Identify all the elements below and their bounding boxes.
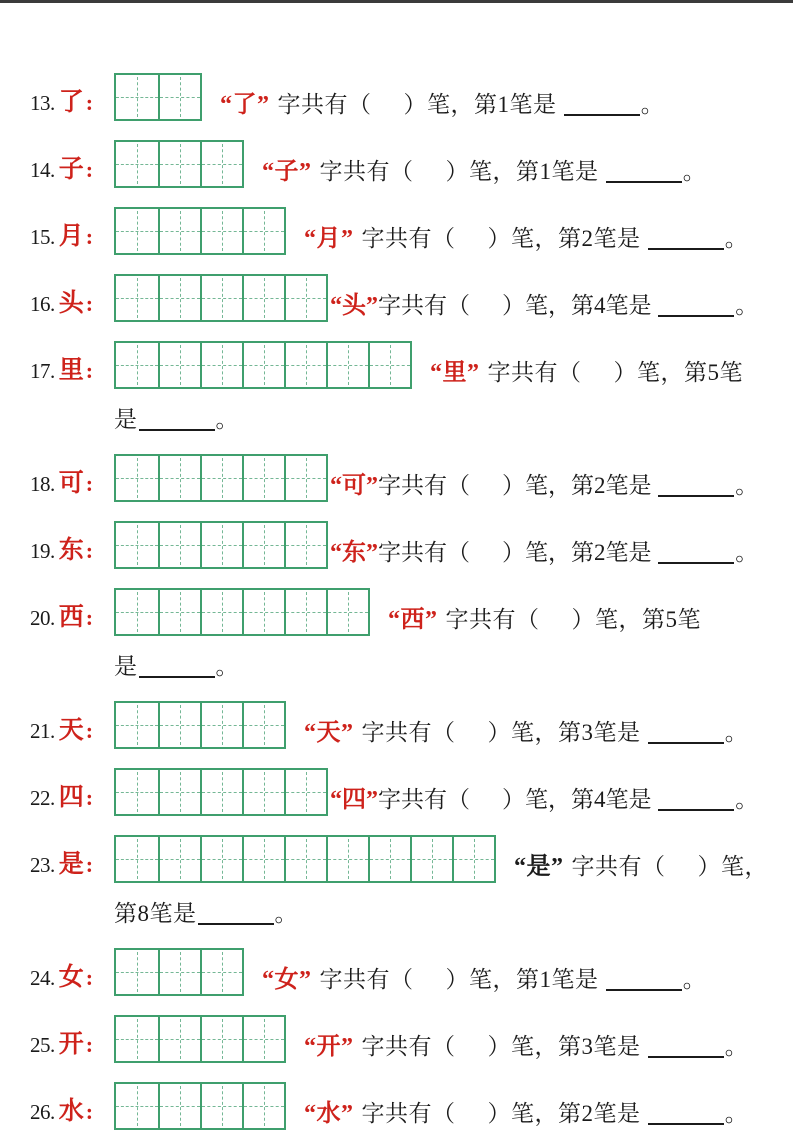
continuation-text: 是 [114, 407, 138, 432]
item-sentence [514, 846, 768, 881]
item-colon: : [85, 1032, 94, 1057]
sentence-period: 。 [682, 159, 707, 184]
grid-cell[interactable] [242, 456, 284, 500]
item-character: 了 [58, 89, 84, 116]
grid-cell[interactable] [242, 703, 284, 747]
grid-cell[interactable] [284, 276, 326, 320]
item-sentence [388, 599, 701, 634]
grid-cell[interactable] [158, 456, 200, 500]
stroke-name-answer-blank[interactable] [606, 989, 682, 991]
worksheet-item [30, 73, 785, 121]
stroke-name-answer-blank[interactable] [658, 495, 734, 497]
quoted-character: “了” [220, 92, 270, 118]
grid-cell[interactable] [158, 590, 200, 634]
item-number: 21. [30, 719, 55, 743]
item-sentence [304, 1093, 748, 1128]
quoted-character: “四” [330, 787, 378, 813]
worksheet-item [30, 948, 785, 996]
grid-cell[interactable] [116, 837, 158, 881]
item-colon: : [85, 785, 94, 810]
item-number: 18. [30, 472, 55, 496]
grid-cell[interactable] [242, 837, 284, 881]
item-number: 19. [30, 539, 55, 563]
quoted-character: “水” [304, 1101, 354, 1127]
grid-cell[interactable] [242, 276, 284, 320]
sentence-period: 。 [640, 92, 665, 117]
item-sentence [262, 959, 706, 994]
stroke-name-answer-blank[interactable] [648, 742, 724, 744]
grid-cell[interactable] [200, 523, 242, 567]
quoted-character: “西” [388, 607, 438, 633]
writing-grid[interactable] [114, 140, 244, 188]
grid-cell[interactable] [200, 209, 242, 253]
writing-grid[interactable] [114, 207, 286, 255]
item-sentence [304, 1026, 748, 1061]
grid-cell[interactable] [158, 75, 200, 119]
worksheet-item [30, 835, 785, 883]
sentence-post-paren: ）笔，第2笔是 [502, 540, 652, 565]
grid-cell[interactable] [158, 276, 200, 320]
sentence-post-paren: ）笔，第3笔是 [487, 1034, 641, 1059]
grid-cell[interactable] [116, 950, 158, 994]
grid-cell[interactable] [368, 343, 410, 387]
grid-cell[interactable] [200, 276, 242, 320]
worksheet-item [30, 454, 785, 502]
stroke-name-answer-blank[interactable] [139, 676, 215, 678]
sentence-period: 。 [724, 720, 749, 745]
grid-cell[interactable] [284, 770, 326, 814]
grid-cell[interactable] [116, 276, 158, 320]
item-colon: : [85, 90, 94, 115]
writing-grid[interactable] [114, 274, 328, 322]
item-colon: : [85, 358, 94, 383]
writing-grid[interactable] [114, 768, 328, 816]
grid-cell[interactable] [326, 837, 368, 881]
item-number: 22. [30, 786, 55, 810]
item-colon: : [85, 605, 94, 630]
item-sentence [330, 779, 758, 814]
writing-grid[interactable] [114, 521, 328, 569]
item-label [30, 710, 114, 746]
grid-cell[interactable] [200, 1084, 242, 1128]
item-colon: : [85, 291, 94, 316]
grid-cell[interactable] [284, 456, 326, 500]
item-label [30, 216, 114, 252]
grid-cell[interactable] [116, 209, 158, 253]
item-label [30, 957, 114, 993]
writing-grid[interactable] [114, 588, 370, 636]
item-sentence [304, 712, 748, 747]
sentence-pre-paren: 字共有（ [361, 1034, 456, 1059]
stroke-name-answer-blank[interactable] [658, 809, 734, 811]
grid-cell[interactable] [410, 837, 452, 881]
item-label [30, 597, 114, 633]
quoted-character: “头” [330, 293, 378, 319]
grid-cell[interactable] [284, 590, 326, 634]
item-colon: : [85, 852, 94, 877]
writing-grid[interactable] [114, 835, 496, 883]
grid-cell[interactable] [200, 343, 242, 387]
item-character: 可 [58, 470, 84, 497]
grid-cell[interactable] [242, 209, 284, 253]
grid-cell[interactable] [116, 456, 158, 500]
quoted-character: “子” [262, 159, 312, 185]
sentence-period: 。 [682, 967, 707, 992]
item-character: 西 [58, 604, 84, 631]
sentence-period: 。 [735, 473, 759, 498]
grid-cell[interactable] [200, 703, 242, 747]
grid-cell[interactable] [326, 590, 368, 634]
sentence-period: 。 [724, 226, 749, 251]
sentence-pre-paren: 字共有（ [319, 967, 414, 992]
stroke-name-answer-blank[interactable] [648, 248, 724, 250]
item-number: 13. [30, 91, 55, 115]
sentence-post-paren: ）笔，第1笔是 [445, 159, 599, 184]
sentence-pre-paren: 字共有（ [361, 226, 456, 251]
item-sentence [262, 151, 706, 186]
grid-cell[interactable] [242, 343, 284, 387]
item-number: 17. [30, 359, 55, 383]
grid-cell[interactable] [158, 770, 200, 814]
item-character: 是 [58, 851, 84, 878]
worksheet-item [30, 521, 785, 569]
sentence-post-paren: ）笔，第1笔是 [403, 92, 557, 117]
worksheet-item [30, 274, 785, 322]
quoted-character: “里” [430, 360, 480, 386]
grid-cell[interactable] [116, 590, 158, 634]
stroke-name-answer-blank[interactable] [564, 114, 640, 116]
item-character: 天 [58, 717, 84, 744]
grid-cell[interactable] [200, 950, 242, 994]
grid-cell[interactable] [158, 1017, 200, 1061]
sentence-pre-paren: 字共有（ [571, 854, 666, 879]
writing-grid[interactable] [114, 948, 244, 996]
item-character: 子 [58, 156, 84, 183]
sentence-period: 。 [735, 540, 759, 565]
worksheet-item [30, 768, 785, 816]
item-colon: : [85, 718, 94, 743]
worksheet-item [30, 588, 785, 636]
grid-cell[interactable] [158, 703, 200, 747]
writing-grid[interactable] [114, 341, 412, 389]
writing-grid[interactable] [114, 454, 328, 502]
item-number: 24. [30, 966, 55, 990]
grid-cell[interactable] [158, 142, 200, 186]
item-label [30, 777, 114, 813]
item-character: 开 [58, 1031, 84, 1058]
stroke-name-answer-blank[interactable] [648, 1123, 724, 1125]
item-character: 水 [58, 1098, 84, 1125]
grid-cell[interactable] [116, 343, 158, 387]
grid-cell[interactable] [242, 590, 284, 634]
item-number: 16. [30, 292, 55, 316]
item-colon: : [85, 965, 94, 990]
item-label [30, 844, 114, 880]
item-sentence [304, 218, 748, 253]
grid-cell[interactable] [116, 703, 158, 747]
stroke-name-answer-blank[interactable] [648, 1056, 724, 1058]
item-character: 月 [58, 223, 84, 250]
sentence-post-paren: ）笔，第5笔 [571, 607, 701, 632]
quoted-character: “可” [330, 473, 378, 499]
grid-cell[interactable] [116, 770, 158, 814]
item-label [30, 463, 114, 499]
sentence-post-paren: ）笔，第4笔是 [502, 293, 652, 318]
sentence-post-paren: ）笔，第2笔是 [487, 1101, 641, 1126]
grid-cell[interactable] [200, 590, 242, 634]
item-colon: : [85, 1099, 94, 1124]
quoted-character: “开” [304, 1034, 354, 1060]
grid-cell[interactable] [326, 343, 368, 387]
sentence-period: 。 [735, 293, 759, 318]
item-number: 23. [30, 853, 55, 877]
item-sentence-continuation [114, 648, 785, 681]
item-label [30, 82, 114, 118]
quoted-character: “东” [330, 540, 378, 566]
grid-cell[interactable] [116, 523, 158, 567]
grid-cell[interactable] [200, 142, 242, 186]
grid-cell[interactable] [284, 837, 326, 881]
item-sentence-continuation [114, 401, 785, 434]
quoted-character: “天” [304, 720, 354, 746]
grid-cell[interactable] [242, 770, 284, 814]
sentence-period: 。 [215, 654, 239, 679]
writing-grid[interactable] [114, 73, 202, 121]
sentence-pre-paren: 字共有（ [378, 293, 470, 318]
worksheet-item [30, 341, 785, 389]
grid-cell[interactable] [158, 209, 200, 253]
grid-cell[interactable] [452, 837, 494, 881]
item-sentence-continuation [114, 895, 785, 928]
stroke-name-answer-blank[interactable] [658, 562, 734, 564]
worksheet-item [30, 1082, 785, 1130]
item-sentence [430, 352, 743, 387]
item-character: 四 [58, 784, 84, 811]
grid-cell[interactable] [200, 837, 242, 881]
item-number: 14. [30, 158, 55, 182]
grid-cell[interactable] [368, 837, 410, 881]
grid-cell[interactable] [284, 343, 326, 387]
stroke-name-answer-blank[interactable] [198, 923, 274, 925]
item-character: 头 [58, 290, 84, 317]
item-sentence [330, 285, 758, 320]
sentence-pre-paren: 字共有（ [277, 92, 372, 117]
sentence-pre-paren: 字共有（ [378, 540, 470, 565]
worksheet-item [30, 1015, 785, 1063]
item-sentence [330, 532, 758, 567]
worksheet-page [0, 3, 793, 1130]
sentence-post-paren: ）笔，第1笔是 [445, 967, 599, 992]
stroke-name-answer-blank[interactable] [139, 429, 215, 431]
item-label [30, 1024, 114, 1060]
sentence-pre-paren: 字共有（ [487, 360, 582, 385]
grid-cell[interactable] [116, 142, 158, 186]
sentence-post-paren: ）笔，第5笔 [613, 360, 743, 385]
item-label [30, 530, 114, 566]
grid-cell[interactable] [158, 343, 200, 387]
grid-cell[interactable] [116, 1017, 158, 1061]
grid-cell[interactable] [200, 456, 242, 500]
sentence-period: 。 [274, 901, 298, 926]
grid-cell[interactable] [158, 1084, 200, 1128]
grid-cell[interactable] [116, 75, 158, 119]
item-number: 15. [30, 225, 55, 249]
item-number: 25. [30, 1033, 55, 1057]
item-label [30, 149, 114, 185]
sentence-post-paren: ）笔，第4笔是 [502, 787, 652, 812]
sentence-period: 。 [724, 1101, 749, 1126]
sentence-pre-paren: 字共有（ [319, 159, 414, 184]
item-colon: : [85, 538, 94, 563]
sentence-post-paren: ）笔，第3笔是 [487, 720, 641, 745]
grid-cell[interactable] [200, 1017, 242, 1061]
item-character: 东 [58, 537, 84, 564]
item-label [30, 283, 114, 319]
sentence-post-paren: ）笔，第2笔是 [487, 226, 641, 251]
stroke-name-answer-blank[interactable] [658, 315, 734, 317]
sentence-period: 。 [735, 787, 759, 812]
grid-cell[interactable] [158, 950, 200, 994]
item-character: 里 [58, 357, 84, 384]
worksheet-item [30, 207, 785, 255]
quoted-character: “女” [262, 967, 312, 993]
continuation-text: 第8笔是 [114, 901, 197, 926]
sentence-period: 。 [215, 407, 239, 432]
item-colon: : [85, 224, 94, 249]
sentence-post-paren: ）笔，第2笔是 [502, 473, 652, 498]
quoted-character: “是” [514, 854, 564, 880]
quoted-character: “月” [304, 226, 354, 252]
worksheet-item [30, 140, 785, 188]
item-sentence [220, 84, 664, 119]
item-character: 女 [58, 964, 84, 991]
item-label [30, 350, 114, 386]
sentence-pre-paren: 字共有（ [445, 607, 540, 632]
item-colon: : [85, 157, 94, 182]
sentence-period: 。 [724, 1034, 749, 1059]
writing-grid[interactable] [114, 701, 286, 749]
sentence-pre-paren: 字共有（ [378, 787, 470, 812]
grid-cell[interactable] [200, 770, 242, 814]
grid-cell[interactable] [242, 523, 284, 567]
sentence-pre-paren: 字共有（ [361, 1101, 456, 1126]
writing-grid[interactable] [114, 1082, 286, 1130]
sentence-pre-paren: 字共有（ [361, 720, 456, 745]
grid-cell[interactable] [158, 523, 200, 567]
grid-cell[interactable] [158, 837, 200, 881]
stroke-name-answer-blank[interactable] [606, 181, 682, 183]
sentence-pre-paren: 字共有（ [378, 473, 470, 498]
writing-grid[interactable] [114, 1015, 286, 1063]
item-number: 26. [30, 1100, 55, 1124]
item-colon: : [85, 471, 94, 496]
grid-cell[interactable] [284, 523, 326, 567]
sentence-post-paren: ）笔， [697, 854, 768, 879]
item-sentence [330, 465, 758, 500]
grid-cell[interactable] [116, 1084, 158, 1128]
grid-cell[interactable] [242, 1017, 284, 1061]
worksheet-item [30, 701, 785, 749]
grid-cell[interactable] [242, 1084, 284, 1128]
continuation-text: 是 [114, 654, 138, 679]
item-number: 20. [30, 606, 55, 630]
